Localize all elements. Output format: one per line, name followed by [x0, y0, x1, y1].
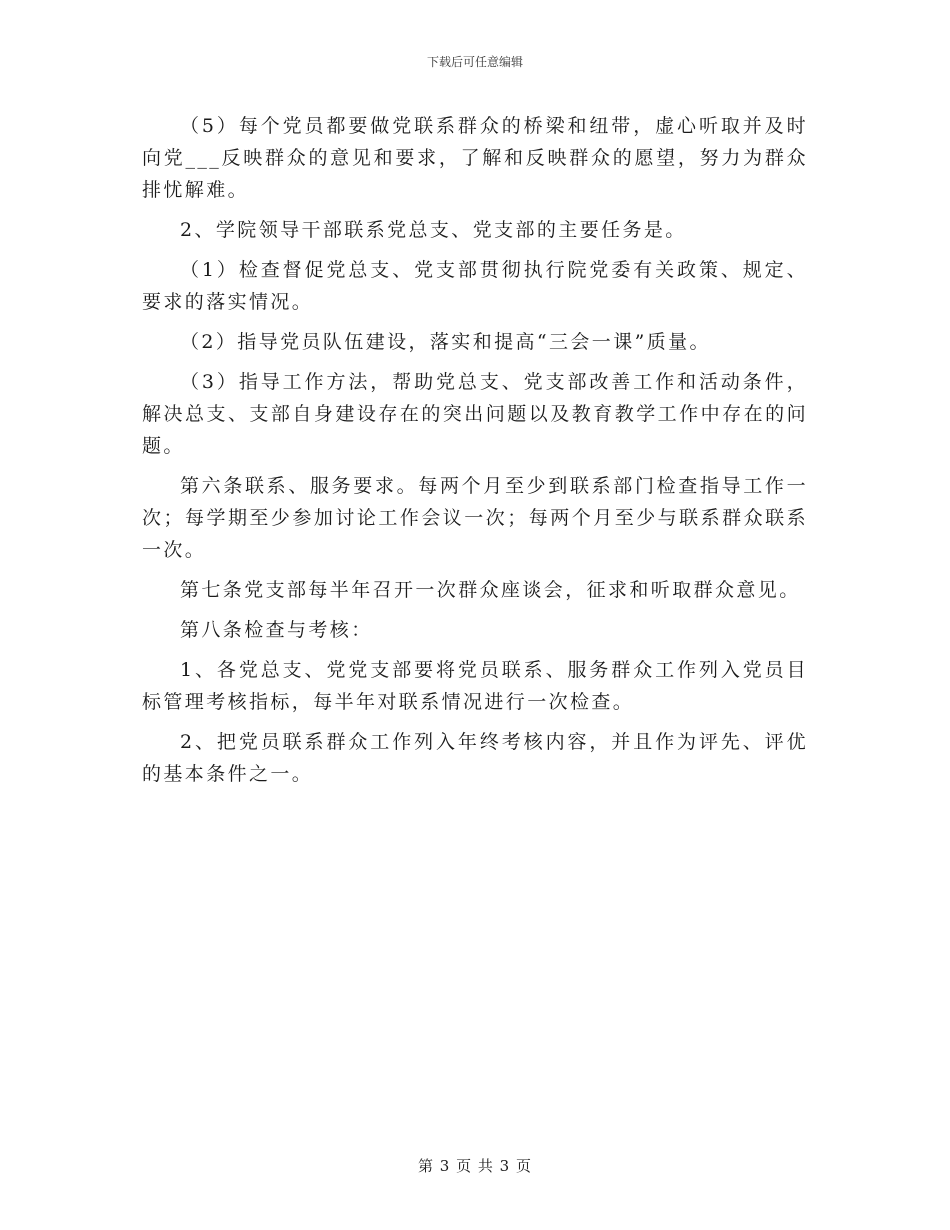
paragraph: 2、学院领导干部联系党总支、党支部的主要任务是。 — [180, 219, 687, 241]
document-body — [142, 110, 808, 790]
paragraph: 第八条检查与考核： — [180, 619, 373, 641]
paragraph: （1）检查督促党总支、党支部贯彻执行院党委有关政策、规定、要求的落实情况。 — [142, 259, 808, 313]
paragraph: 2、把党员联系群众工作列入年终考核内容，并且作为评先、评优的基本条件之一。 — [142, 731, 808, 785]
paragraph: 第六条联系、服务要求。每两个月至少到联系部门检查指导工作一次；每学期至少参加讨论工作会议一次；每两个月至少与联系群众联系一次。 — [142, 475, 808, 561]
paragraph: （5）每个党员都要做党联系群众的桥梁和纽带，虚心听取并及时向党___反映群众的意见和要求，了解和反映群众的愿望，努力为群众排忧解难。 — [142, 115, 808, 201]
paragraph: 第七条党支部每半年召开一次群众座谈会，征求和听取群众意见。 — [180, 579, 801, 601]
page-number: 第 3 页 共 3 页 — [418, 1157, 532, 1175]
paragraph: （3）指导工作方法，帮助党总支、党支部改善工作和活动条件，解决总支、支部自身建设存在的突出问题以及教育教学工作中存在的问题。 — [142, 371, 808, 457]
page-header: 下载后可任意编辑 — [426, 55, 523, 69]
paragraph: 1、各党总支、党党支部要将党员联系、服务群众工作列入党员目标管理考核指标，每半年对联系情况进行一次检查。 — [142, 659, 808, 713]
paragraph: （2）指导党员队伍建设，落实和提高“三会一课”质量。 — [180, 331, 711, 353]
